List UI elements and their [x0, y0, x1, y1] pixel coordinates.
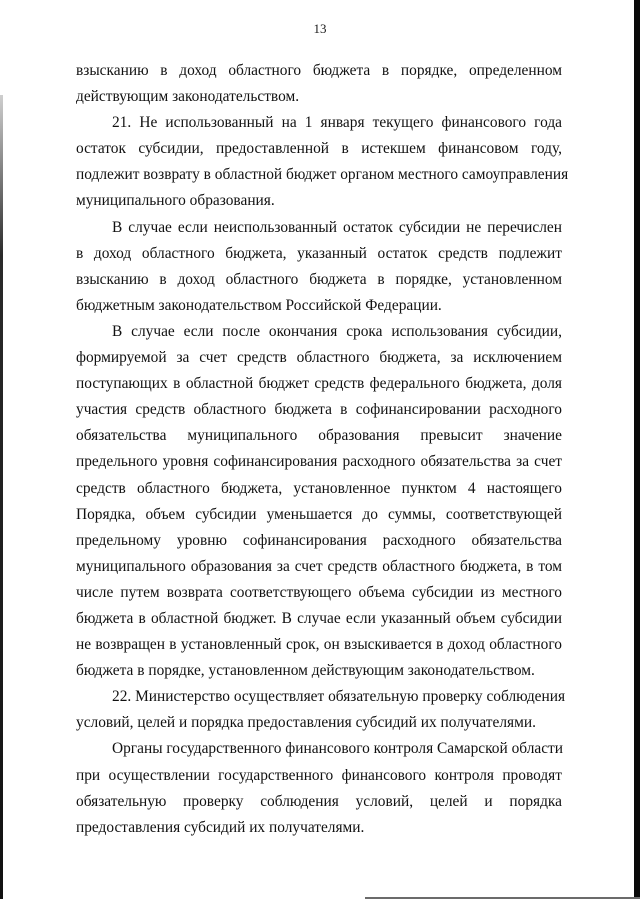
- scan-edge-left: [0, 95, 3, 899]
- paragraph-financial-control: [76, 736, 562, 840]
- text-line: поступающих в областной бюджет средств федерального бюджета, доля: [76, 375, 562, 393]
- text-line: муниципального образования за счет средств областного бюджета, в том: [76, 557, 562, 575]
- text-line: участия средств областного бюджета в софинансировании расходного: [76, 401, 562, 419]
- text-line: взысканию в доход областного бюджета в порядке, определенном: [76, 62, 562, 79]
- text-line: средств областного бюджета, установленное пунктом 4 настоящего: [76, 479, 562, 497]
- text-line: формируемой за счет средств областного бюджета, за исключением: [76, 349, 562, 367]
- text-line: предельного уровня софинансирования расходного обязательства за счет: [76, 453, 562, 471]
- text-line: В случае если после окончания срока использования субсидии,: [112, 322, 562, 340]
- text-line: остаток субсидии, предоставленной в истекшем финансовом году,: [76, 140, 562, 158]
- text-line: обязательную проверку соблюдения условий, целей и порядка: [76, 792, 562, 810]
- paragraph-continuation: [76, 58, 562, 110]
- paragraph-item-21: [76, 110, 569, 214]
- paragraph-unused-balance: [76, 215, 562, 319]
- paragraph-cofinancing: [76, 319, 562, 684]
- text-line: В случае если неиспользованный остаток субсидии не перечислен: [112, 218, 562, 236]
- text-line: в доход областного бюджета, указанный остаток средств подлежит: [76, 244, 562, 262]
- document-body: [76, 58, 569, 841]
- text-line: при осуществлении государственного финансового контроля проводят: [76, 766, 562, 784]
- page-number: 13: [313, 21, 327, 36]
- text-line: муниципального образования.: [76, 192, 275, 210]
- text-line: предоставления субсидий их получателями.: [76, 818, 365, 836]
- scan-edge-right: [634, 0, 640, 899]
- text-line: не возвращен в установленный срок, он взыскивается в доход областного: [76, 636, 562, 654]
- text-line: бюджета в порядке, установленном действующим законодательством.: [76, 662, 535, 680]
- text-line: взысканию в доход областного бюджета в порядке, установленном: [76, 270, 562, 288]
- text-line: Органы государственного финансового контроля Самарской области: [112, 740, 564, 758]
- text-line: действующим законодательством.: [76, 88, 300, 106]
- text-line: предельному уровню софинансирования расходного обязательства: [76, 531, 562, 549]
- text-line: Порядка, объем субсидии уменьшается до суммы, соответствующей: [76, 505, 562, 523]
- text-line: 22. Министерство осуществляет обязательную проверку соблюдения: [112, 688, 566, 706]
- text-line: 21. Не использованный на 1 января текущего финансового года: [112, 114, 562, 132]
- text-line: числе путем возврата соответствующего объема субсидии из местного: [76, 583, 562, 601]
- text-line: бюджетным законодательством Российской Федерации.: [76, 296, 442, 314]
- text-line: подлежит возврату в областной бюджет органом местного самоуправления: [76, 166, 569, 184]
- paragraph-item-22: [76, 684, 566, 736]
- text-line: бюджета в областной бюджет. В случае если указанный объем субсидии: [76, 609, 562, 627]
- text-line: условий, целей и порядка предоставления субсидий их получателями.: [76, 714, 536, 732]
- text-line: обязательства муниципального образования превысит значение: [76, 427, 562, 445]
